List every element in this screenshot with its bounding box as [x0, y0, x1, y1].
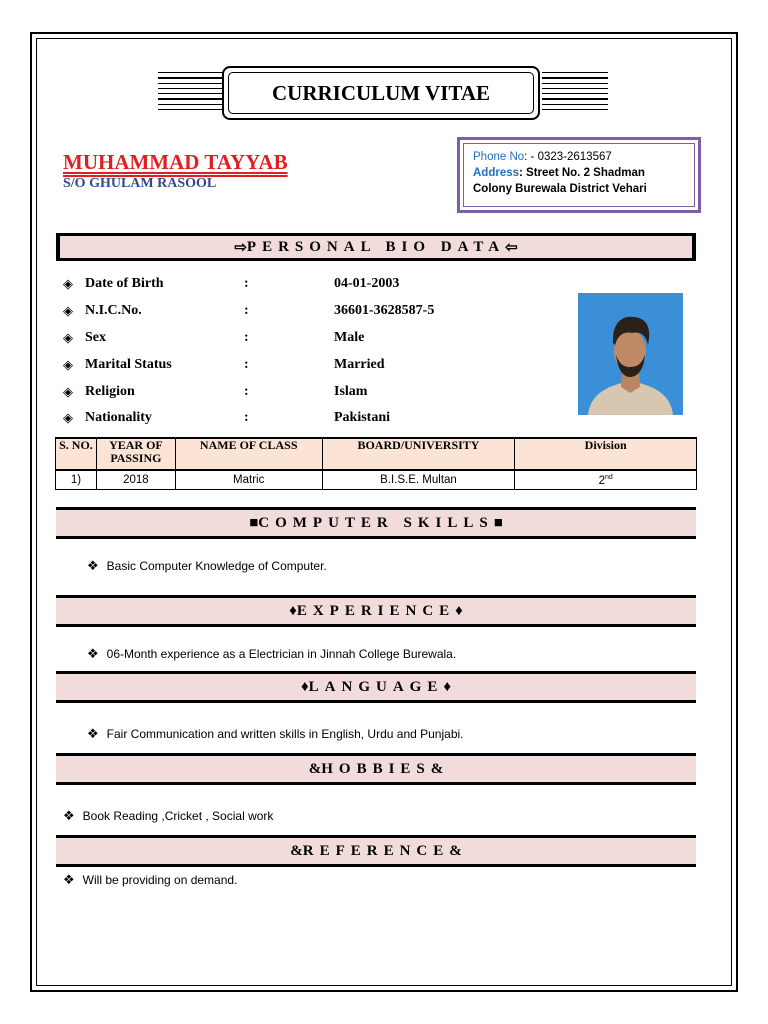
- bio-value: Pakistani: [334, 410, 391, 425]
- section-title-language: LANGUAGE: [308, 678, 444, 695]
- diamond-bullet-icon: ◈: [63, 410, 73, 425]
- bio-label: Date of Birth: [85, 276, 164, 291]
- title-decoration-left: [158, 72, 224, 114]
- list-item: [87, 646, 456, 662]
- column-header-year: YEAR OF PASSING: [96, 438, 175, 470]
- table-header-row: [56, 438, 697, 470]
- clover-bullet-icon: ❖: [63, 808, 75, 823]
- cv-title: CURRICULUM VITAE: [228, 72, 534, 114]
- bio-value: Married: [334, 357, 385, 372]
- section-header-personal: [56, 233, 696, 261]
- list-item: [63, 808, 273, 824]
- clover-bullet-icon: ❖: [87, 726, 99, 741]
- language-text: Fair Communication and written skills in English, Urdu and Punjabi.: [106, 727, 464, 741]
- computer-icon: ■: [493, 514, 503, 531]
- column-header-division: Division: [515, 438, 697, 470]
- cell-sno: 1): [56, 470, 97, 490]
- person-silhouette-icon: [578, 293, 683, 415]
- computer-skill-text: Basic Computer Knowledge of Computer.: [106, 559, 327, 573]
- section-title-experience: EXPERIENCE: [296, 602, 456, 619]
- profile-photo: [578, 293, 683, 415]
- parent-name: S/O GHULAM RASOOL: [63, 176, 217, 191]
- diamond-icon: ♦: [301, 678, 309, 695]
- diamond-bullet-icon: ◈: [63, 384, 73, 399]
- address-label: Address: [473, 167, 520, 179]
- bio-label: Religion: [85, 384, 135, 399]
- column-header-class: NAME OF CLASS: [175, 438, 322, 470]
- phone-value: : - 0323-2613567: [524, 151, 612, 163]
- section-title-hobbies: HOBBIES: [321, 760, 431, 777]
- diamond-icon: ♦: [289, 602, 297, 619]
- section-header-language: [56, 671, 696, 703]
- bio-colon: :: [244, 410, 249, 425]
- diamond-bullet-icon: ◈: [63, 303, 73, 318]
- bio-label: Sex: [85, 330, 106, 345]
- bio-value: Islam: [334, 384, 368, 399]
- bio-value: 04-01-2003: [334, 276, 400, 291]
- section-header-experience: [56, 595, 696, 627]
- address-line-1: : Street No. 2 Shadman: [519, 167, 645, 179]
- list-item: [63, 872, 237, 888]
- bio-value: Male: [334, 330, 365, 345]
- list-item: [87, 726, 464, 742]
- table-row: [56, 470, 697, 490]
- clover-bullet-icon: ❖: [87, 558, 99, 573]
- diamond-bullet-icon: ◈: [63, 276, 73, 291]
- address-line-2: Colony Burewala District Vehari: [473, 183, 647, 195]
- clover-bullet-icon: ❖: [87, 646, 99, 661]
- section-header-computer: [56, 507, 696, 539]
- bio-colon: :: [244, 357, 249, 372]
- section-title-reference: REFERENCE: [302, 842, 450, 859]
- applicant-name: MUHAMMAD TAYYAB: [63, 150, 288, 174]
- diamond-icon: ♦: [455, 602, 463, 619]
- bio-colon: :: [244, 303, 249, 318]
- hobbies-text: Book Reading ,Cricket , Social work: [82, 809, 274, 823]
- cell-year: 2018: [96, 470, 175, 490]
- diamond-bullet-icon: ◈: [63, 357, 73, 372]
- column-header-sno: S. NO.: [56, 438, 97, 470]
- computer-icon: ■: [249, 514, 259, 531]
- section-title-personal: PERSONAL BIO DATA: [246, 238, 506, 255]
- bio-colon: :: [244, 330, 249, 345]
- scroll-left-icon: &: [308, 760, 322, 777]
- diamond-icon: ♦: [443, 678, 451, 695]
- diamond-bullet-icon: ◈: [63, 330, 73, 345]
- section-title-computer: COMPUTER SKILLS: [258, 514, 494, 531]
- bio-value: 36601-3628587-5: [334, 303, 435, 318]
- experience-text: 06-Month experience as a Electrician in Jinnah College Burewala.: [106, 647, 457, 661]
- arrow-left-icon: ⇦: [505, 239, 518, 256]
- bio-label: Marital Status: [85, 357, 172, 372]
- bio-colon: :: [244, 384, 249, 399]
- education-table: [55, 437, 697, 490]
- cell-division: [515, 470, 697, 490]
- division-suffix: nd: [604, 473, 613, 481]
- column-header-board: BOARD/UNIVERSITY: [322, 438, 515, 470]
- bio-colon: :: [244, 276, 249, 291]
- cell-class: Matric: [175, 470, 322, 490]
- phone-label: Phone No: [473, 151, 525, 163]
- section-header-hobbies: [56, 753, 696, 785]
- scroll-right-icon: &: [449, 842, 462, 859]
- arrow-right-icon: ⇨: [234, 239, 247, 256]
- cell-board: B.I.S.E. Multan: [322, 470, 515, 490]
- bio-label: Nationality: [85, 410, 152, 425]
- scroll-left-icon: &: [290, 842, 303, 859]
- bio-label: N.I.C.No.: [85, 303, 142, 318]
- scroll-right-icon: &: [430, 760, 444, 777]
- clover-bullet-icon: ❖: [63, 872, 75, 887]
- list-item: [87, 558, 327, 574]
- division-value: 2: [598, 474, 605, 487]
- section-header-reference: [56, 835, 696, 867]
- reference-text: Will be providing on demand.: [82, 873, 238, 887]
- contact-details: [463, 143, 695, 207]
- title-decoration-right: [542, 72, 608, 114]
